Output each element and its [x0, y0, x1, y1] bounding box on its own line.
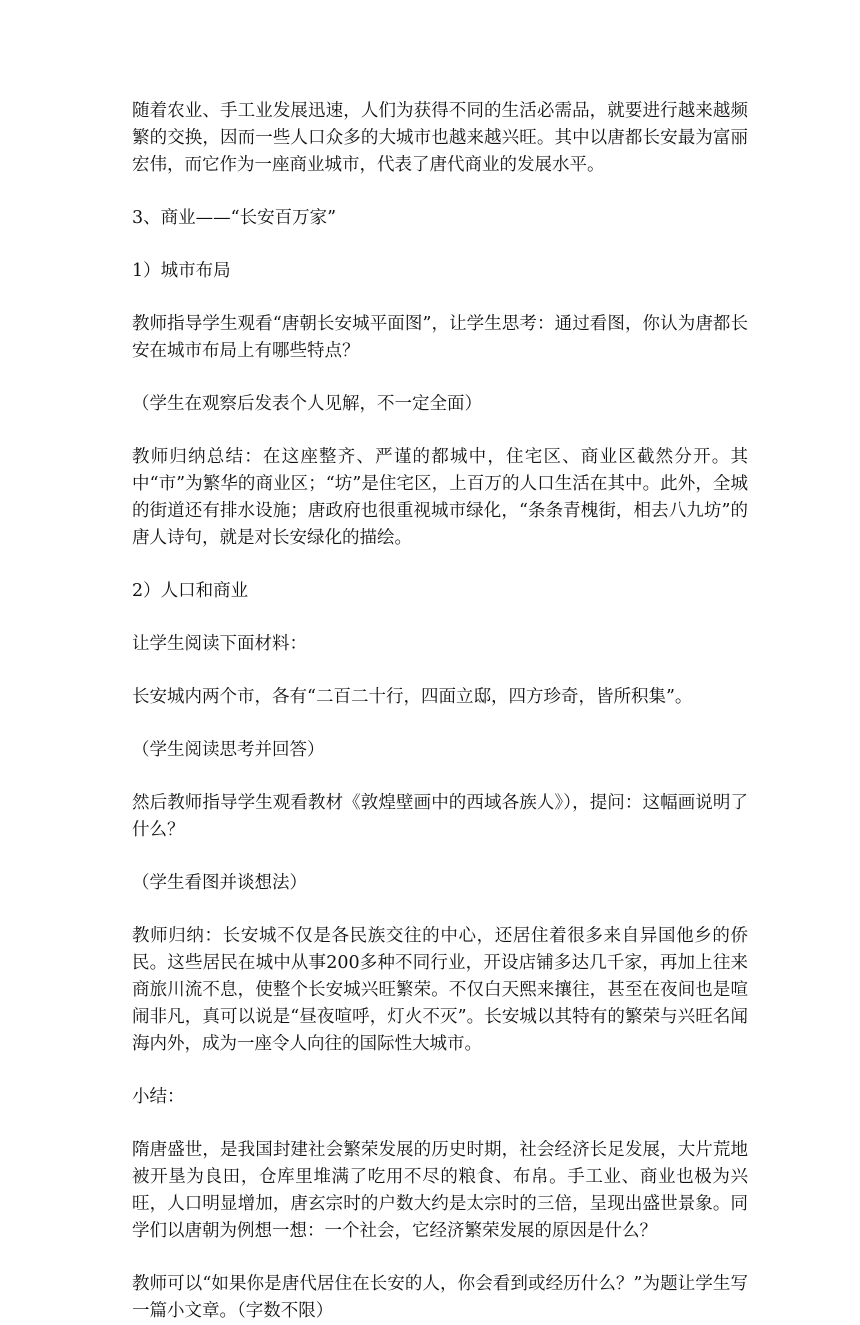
teacher-question-mural: 然后教师指导学生观看教材《敦煌壁画中的西域各族人》），提问：这幅画说明了什么？ — [132, 793, 748, 840]
section-heading-commerce: 3、商业——“长安百万家” — [132, 208, 337, 228]
intro-paragraph: 随着农业、手工业发展迅速，人们为获得不同的生活必需品，就要进行越来越频繁的交换，因而一些人口众多的大城市也越来越兴旺。其中以唐都长安最为富丽宏伟，而它作为一座商业城市，代表了唐代商业的发展水平。 — [132, 101, 748, 175]
subheading-population-commerce: 2）人口和商业 — [132, 581, 249, 601]
student-discussion-note: （学生看图并谈想法） — [132, 873, 307, 893]
reading-material: 长安城内两个市，各有“二百二十行，四面立邸，四方珍奇，皆所积集”。 — [132, 687, 693, 707]
teacher-summary-changan: 教师归纳：长安城不仅是各民族交往的中心，还居住着很多来自异国他乡的侨民。这些居民在城中从事200多种不同行业，开设店铺多达几千家，再加上往来商旅川流不息，使整个长安城兴旺繁荣。不仅白天熙来攘往，甚至在夜间也是喧闹非凡，真可以说是“昼夜喧呼，灯火不灭”。长安城以其特有的繁荣与兴旺名闻海内外，成为一座令人向往的国际性大城市。 — [132, 926, 748, 1054]
teacher-summary-layout: 教师归纳总结：在这座整齐、严谨的都城中，住宅区、商业区截然分开。其中“市”为繁华的商业区；“坊”是住宅区，上百万的人口生活在其中。此外，全城的街道还有排水设施；唐政府也很重视城市绿化，“条条青槐街，相去八九坊”的唐人诗句，就是对长安绿化的描绘。 — [132, 447, 748, 548]
summary-paragraph: 隋唐盛世，是我国封建社会繁荣发展的历史时期，社会经济长足发展，大片荒地被开垦为良田，仓库里堆满了吃用不尽的粮食、布帛。手工业、商业也极为兴旺，人口明显增加，唐玄宗时的户数大约是太宗时的三倍，呈现出盛世景象。同学们以唐朝为例想一想：一个社会，它经济繁荣发展的原因是什么？ — [132, 1140, 748, 1241]
teacher-instruction-map: 教师指导学生观看“唐朝长安城平面图”，让学生思考：通过看图，你认为唐都长安在城市布局上有哪些特点？ — [132, 314, 748, 361]
student-activity-note: （学生在观察后发表个人见解，不一定全面） — [132, 394, 482, 414]
reading-instruction: 让学生阅读下面材料： — [132, 634, 307, 654]
summary-heading: 小结： — [132, 1087, 185, 1107]
writing-assignment: 教师可以“如果你是唐代居住在长安的人，你会看到或经历什么？”为题让学生写一篇小文章。（字数不限） — [132, 1274, 748, 1321]
student-reading-note: （学生阅读思考并回答） — [132, 740, 325, 760]
subheading-city-layout: 1）城市布局 — [132, 261, 231, 281]
